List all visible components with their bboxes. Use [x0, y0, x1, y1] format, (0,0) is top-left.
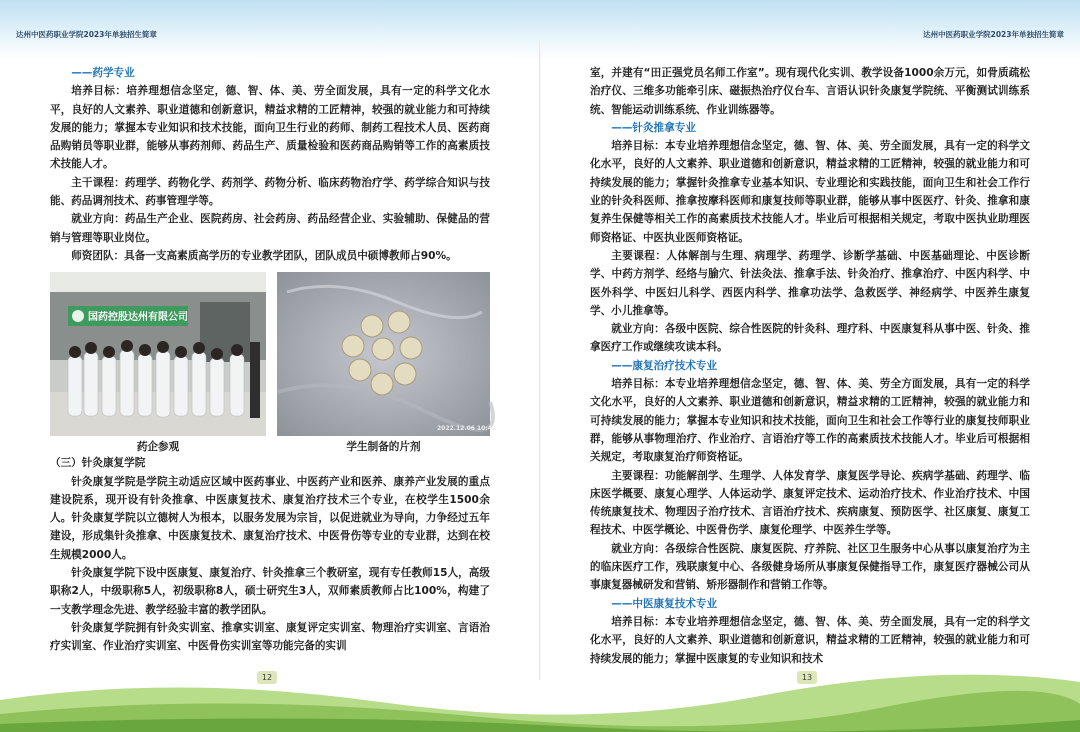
pharmacy-faculty: 师资团队：具备一支高素质高学历的专业教学团队，团队成员中硕博教师占90%。 — [71, 249, 457, 262]
tablets-photo — [277, 272, 497, 436]
rehab-goal: 培养目标：本专业培养理想信念坚定，德、智、体、美、劳全方面发展，具有一定的科学文化水平，良好的人文素养、职业道德和创新意识，精益求精的工匠精神，较强的就业能力和可持续发展的能力；掌握本专业知识和技术技能，面向卫生和社会工作等行业的康复技师职业群，能够从事物理治疗、作业治疗、言语治疗等工作的高素质技术技能人才。毕业后可根据相关规定，考取康复治疗师资格证。 — [590, 378, 1030, 464]
acupuncture-employment: 就业方向：各级中医院、综合性医院的针灸科、理疗科、中医康复科从事中医、针灸、推拿医疗工作或继续攻读本科。 — [590, 323, 1030, 354]
left-page — [50, 64, 497, 656]
running-header-right: 达州中医药职业学院2023年单独招生简章 — [923, 30, 1064, 39]
section-title-rehab-therapy: ——康复治疗技术专业 — [611, 359, 718, 372]
section-title-acupuncture-college: （三）针灸康复学院 — [50, 457, 146, 470]
caption-tablets: 学生制备的片剂 — [346, 441, 421, 454]
banner-text: 国药控股达州有限公司 — [88, 312, 188, 324]
acupuncture-goal: 培养目标：本专业培养理想信念坚定，德、智、体、美、劳全面发展，具有一定的科学文化水平，良好的人文素养、职业道德和创新意识，精益求精的工匠精神，较强的就业能力和可持续发展的能力；掌握针灸推拿专业基本知识、专业理论和实践技能，面向卫生和社会工作行业的针灸科医师、推拿按摩科医师和康复技师等职业群，能够从事中医医疗、针灸、推拿和康复养生保健等相关工作的高素质技术技能人才。毕业后可根据相关规定，考取中医执业助理医师资格证、中医执业医师资格证。 — [590, 140, 1030, 244]
section-title-acupuncture: ——针灸推拿专业 — [611, 121, 696, 134]
photo-row — [50, 272, 497, 454]
college-facilities: 针灸康复学院拥有针灸实训室、推拿实训室、康复评定实训室、物理治疗实训室、言语治疗实训室、作业治疗实训室、中医骨伤实训室等功能完备的实训 — [50, 621, 490, 653]
photo-timestamp: 2022.12.06 10:41 — [437, 425, 497, 433]
facilities-continuation: 室，并建有“田正强党员名师工作室”。现有现代化实训、教学设备1000余万元，如骨质疏松治疗仪、三维多功能牵引床、磁振热治疗仪台车、言语认识针灸康复学院统、平衡测试训练系统、智能运动训练系统、作业训练器等。 — [590, 67, 1030, 116]
company-visit-photo — [50, 272, 266, 436]
tablets-illustration — [277, 272, 497, 436]
pharmacy-employment: 就业方向：药品生产企业、医院药房、社会药房、药品经营企业、实验辅助、保健品的营销与管理等职业岗位。 — [50, 213, 490, 244]
tcm-rehab-goal: 培养目标：本专业培养理想信念坚定，德、智、体、美、劳全面发展，具有一定的科学文化水平，良好的人文素养、职业道德和创新意识，精益求精的工匠精神，较强的就业能力和可持续发展的能力；掌握中医康复的专业知识和技术 — [590, 615, 1030, 665]
rehab-employment: 就业方向：各级综合性医院、康复医院、疗养院、社区卫生服务中心从事以康复治疗为主的临床医疗工作，残联康复中心、各级健身场所从事康复保健指导工作，康复医疗器械公司从事康复器械研发和营销、矫形器制作和营销工作等。 — [590, 542, 1030, 592]
caption-company-visit: 药企参观 — [136, 441, 180, 454]
page-spine — [539, 40, 541, 680]
pharmacy-courses: 主干课程：药理学、药物化学、药剂学、药物分析、临床药物治疗学、药学综合知识与技能、药品调剂技术、药事管理学等。 — [50, 176, 490, 208]
right-page — [590, 64, 1030, 668]
page-number-left: 12 — [257, 671, 277, 684]
grass-hills-decoration — [0, 652, 1080, 732]
section-title-pharmacy: ——药学专业 — [71, 67, 135, 79]
college-intro: 针灸康复学院是学院主动适应区域中医药事业、中医药产业和医养、康养产业发展的重点建设院系，现开设有针灸推拿、中医康复技术、康复治疗技术三个专业，在校学生1500余人。针灸康复学院以立德树人为根本，以服务发展为宗旨，以促进就业为导向，力争经过五年建设，形成集针灸推拿、中医康复技术、康复治疗技术、中医骨伤等专业的专业群，达到在校生规模2000人。 — [50, 475, 490, 561]
acupuncture-courses: 主要课程：人体解剖与生理、病理学、药理学、诊断学基础、中医基础理论、中医诊断学、中药方剂学、经络与腧穴、针法灸法、推拿手法、针灸治疗、推拿治疗、中医内科学、中医外科学、中医妇儿科学、西医内科学、推拿功法学、急救医学、神经病学、中医养生康复学、小儿推拿等。 — [590, 249, 1030, 317]
rehab-courses: 主要课程：功能解剖学、生理学、人体发育学、康复医学导论、疾病学基础、药理学、临床医学概要、康复心理学、人体运动学、康复评定技术、运动治疗技术、作业治疗技术、中国传统康复技术、物理因子治疗技术、言语治疗技术、疾病康复、预防医学、社区康复、康复工程技术、中医学概论、中医骨伤学、康复伦理学、中医养生学等。 — [590, 469, 1030, 537]
pharmacy-goal: 培养目标：培养理想信念坚定，德、智、体、美、劳全面发展，具有一定的科学文化水平，良好的人文素养、职业道德和创新意识，精益求精的工匠精神，较强的就业能力和可持续发展的能力；掌握本专业知识和技术技能，面向卫生行业的药师、制药工程技术人员、医药商品购销员等职业群，能够从事药剂师、药品生产、质量检验和医药商品购销等工作的高素质技术技能人才。 — [50, 85, 490, 171]
page-number-right: 13 — [797, 671, 817, 684]
running-header-left: 达州中医药职业学院2023年单独招生简章 — [16, 30, 157, 39]
company-visit-illustration — [50, 272, 266, 436]
college-faculty: 针灸康复学院下设中医康复、康复治疗、针灸推拿三个教研室，现有专任教师15人，高级职称2人，中级职称5人，初级职称8人，硕士研究生3人，双师素质教师占比100%，构建了一支教学理念先进、教学经验丰富的教学团队。 — [50, 567, 490, 616]
section-title-tcm-rehab: ——中医康复技术专业 — [611, 597, 718, 610]
